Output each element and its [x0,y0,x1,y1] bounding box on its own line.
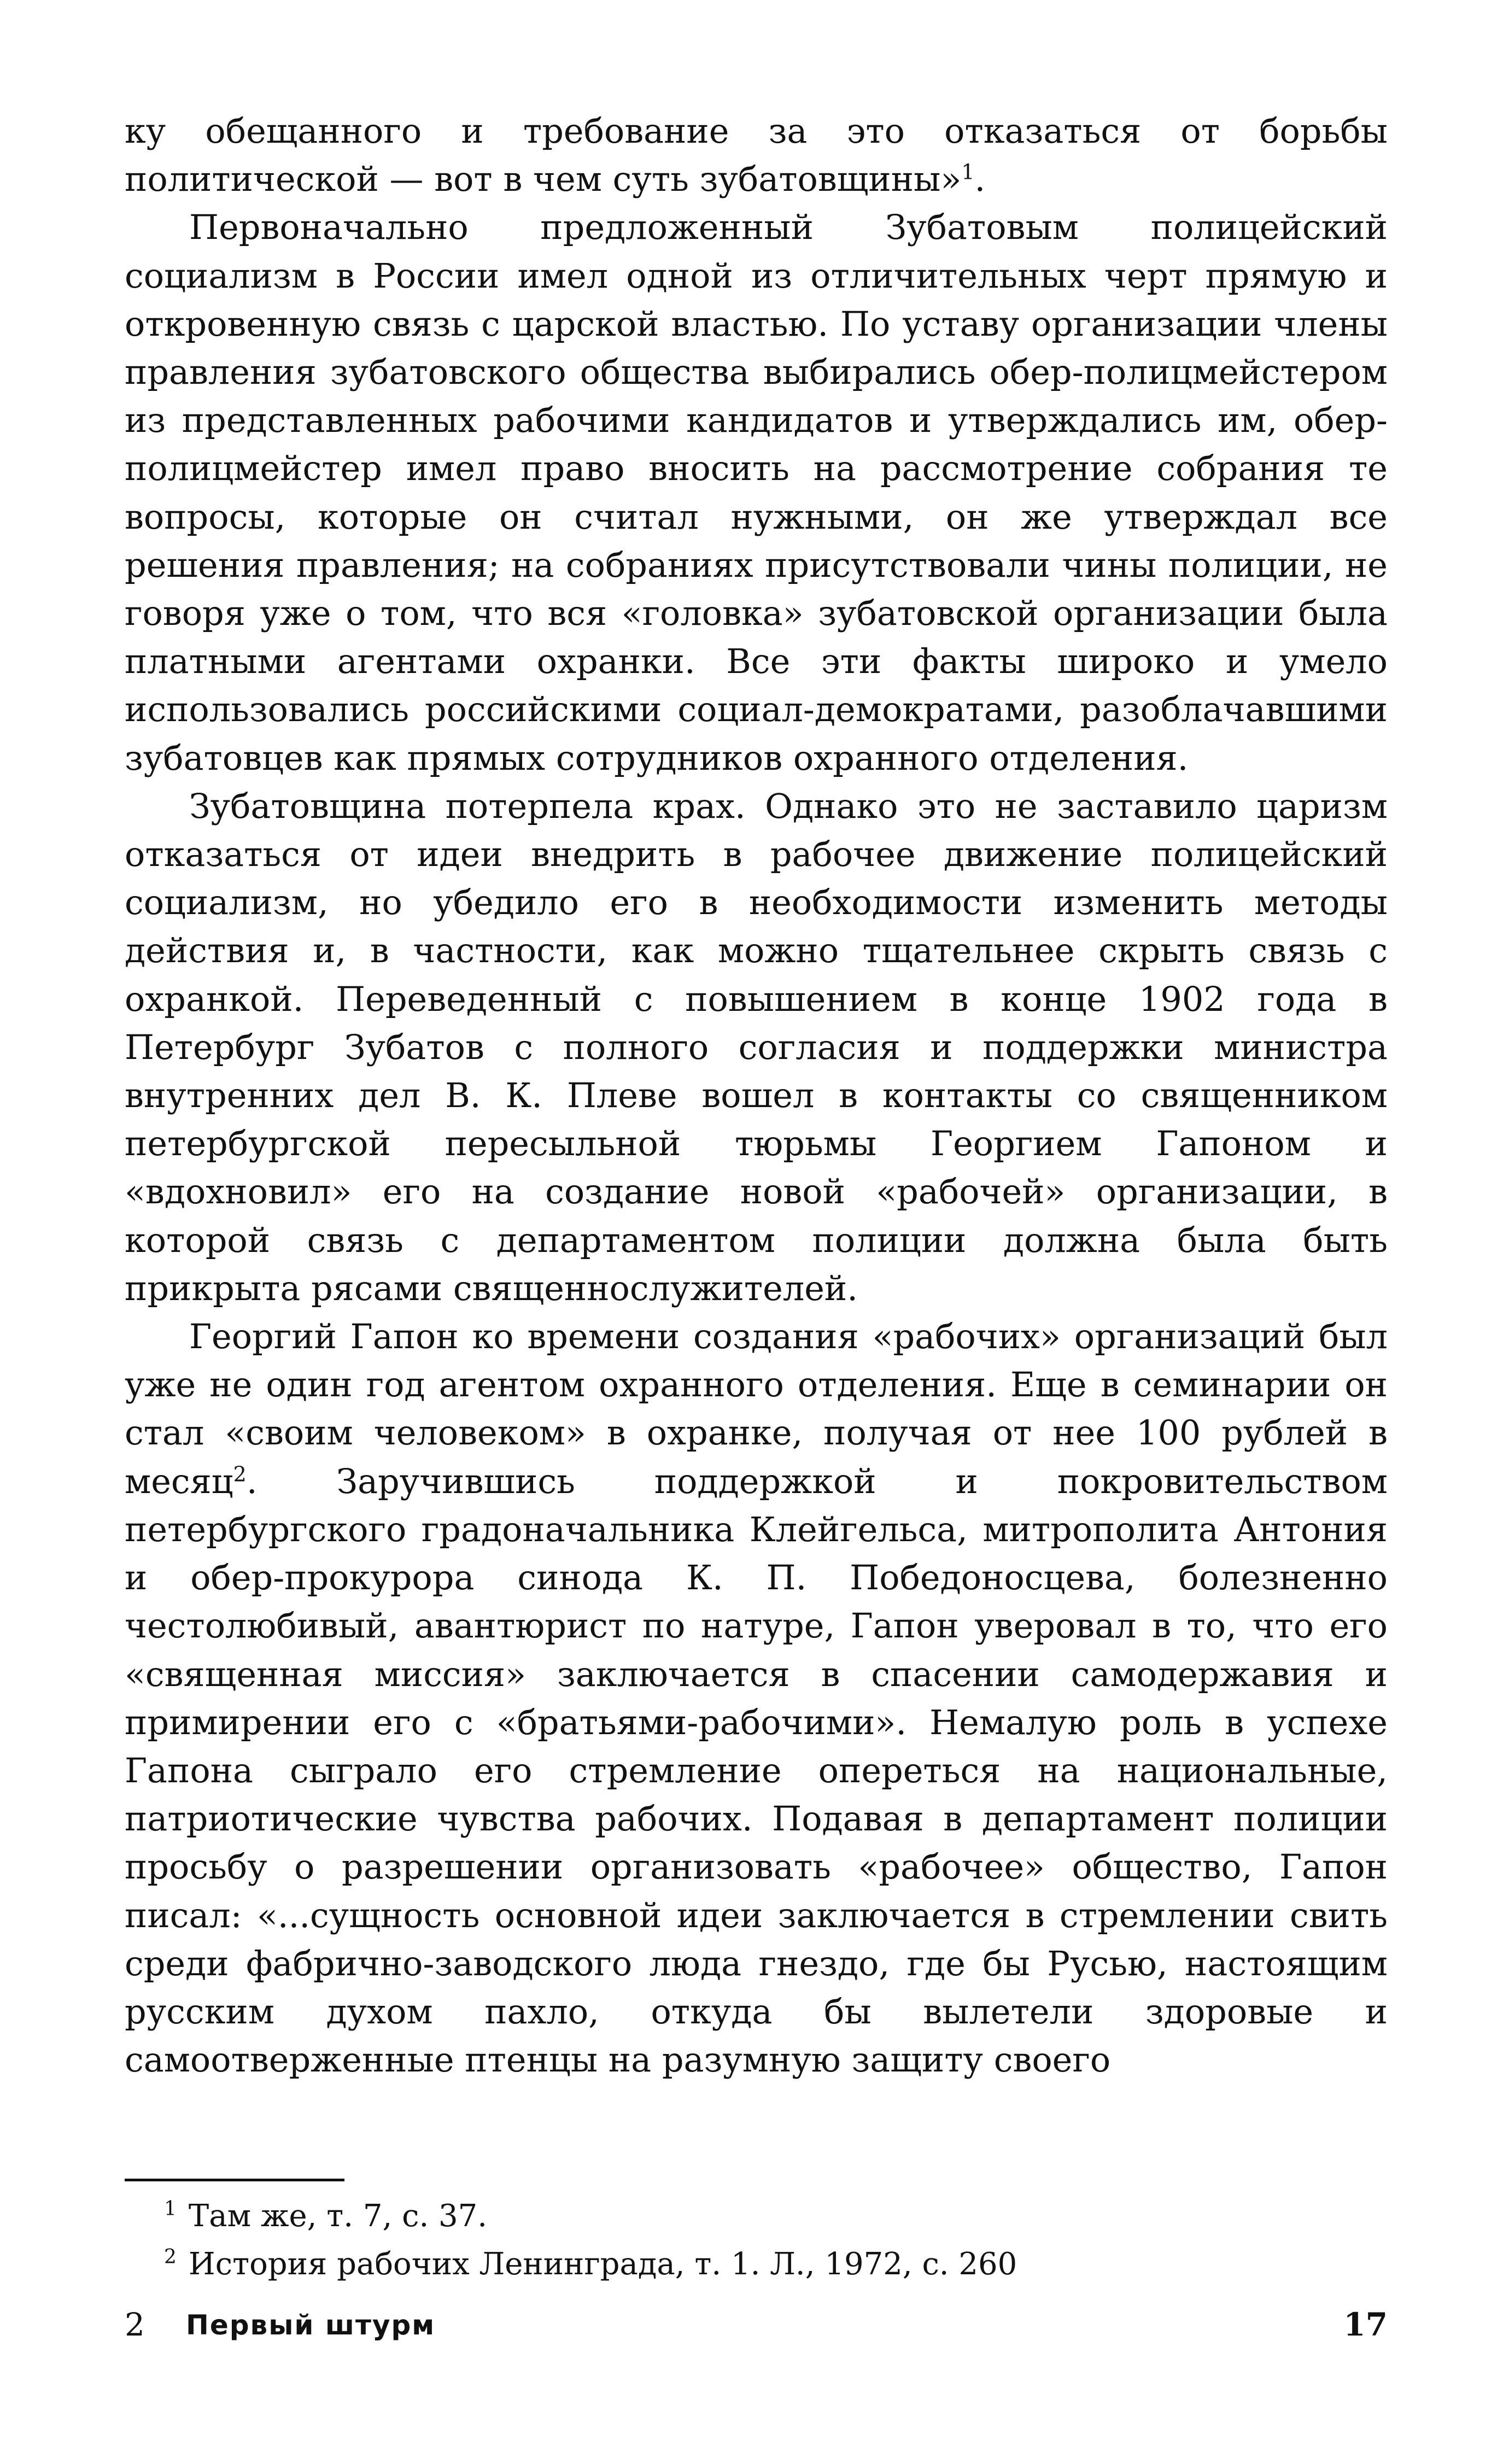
signature-title: Первый штурм [186,2309,436,2341]
paragraph-text: . Заручившись поддержкой и покровительством петербургского градоначальника Клейгельса, митрополита Антония и обер-прокурора синода К. П. Победоносцева, болезненно честолюбивый, авантюрист по натуре, Гапон уверовал в то, что его «священная миссия» заключается в спасении самодержавия и примирении его с «братьями-рабочими». Немалую роль в успехе Гапона сыграло его стремление опереться на национальные, патриотические чувства рабочих. Подавая в департамент полиции просьбу о разрешении организовать «рабочее» общество, Гапон писал: «...сущность основной идеи заключается в стремлении свить среди фабрично-заводского люда гнездо, где бы Русью, настоящим русским духом пахло, откуда бы вылетели здоровые и самоотверженные птенцы на разумную защиту своего [125,1461,1388,2080]
paragraph [125,1313,1388,2084]
paragraph-end-punctuation: . [974,159,986,200]
footnote-ref: 1 [961,160,975,184]
footnote-text: История рабочих Ленинграда, т. 1. Л., 1972, с. 260 [188,2246,1017,2282]
main-text [125,107,1388,2084]
paragraph-text: Георгий Гапон ко времени создания «рабочих» организаций был уже не один год агентом охранного отделения. Еще в семинарии он стал «своим человеком» в охранке, получая от нее 100 рублей в месяц [125,1316,1388,1501]
paragraph-text: ку обещанного и требование за это отказаться от борьбы политической — вот в чем суть зубатовщины» [125,111,1388,200]
paragraph: Первоначально предложенный Зубатовым полицейский социализм в России имел одной из отличительных черт прямую и откровенную связь с царской властью. По уставу организации члены правления зубатовского общества выбирались обер-полицмейстером из представленных рабочими кандидатов и утверждались им, обер-полицмейстер имел право вносить на рассмотрение собрания те вопросы, которые он считал нужными, он же утверждал все решения правления; на собраниях присутствовали чины полиции, не говоря уже о том, что вся «головка» зубатовской организации была платными агентами охранки. Все эти факты широко и умело использовались российскими социал-демократами, разоблачавшими зубатовцев как прямых сотрудников охранного отделения. [125,207,1388,778]
footnote [164,2192,1367,2240]
page-footer [125,2306,1388,2355]
footnote-ref: 2 [233,1462,247,1486]
footnote [164,2240,1367,2289]
footnote-marker: 2 [164,2246,177,2269]
page-number: 17 [1343,2306,1388,2343]
signature-number: 2 [125,2306,145,2343]
footnote-marker: 1 [164,2198,177,2221]
footnote-text: Там же, т. 7, с. 37. [188,2198,488,2234]
footnotes [164,2192,1367,2289]
paragraph: Зубатовщина потерпела крах. Однако это не заставило царизм отказаться от идеи внедрить в рабочее движение полицейский социализм, но убедило его в необходимости изменить методы действия и, в частности, как можно тщательнее скрыть связь с охранкой. Переведенный с повышением в конце 1902 года в Петербург Зубатов с полного согласия и поддержки министра внутренних дел В. К. Плеве вошел в контакты со священником петербургской пересыльной тюрьмы Георгием Гапоном и «вдохновил» его на создание новой «рабочей» организации, в которой связь с департаментом полиции должна была быть прикрыта рясами священнослужителей. [125,786,1388,1308]
paragraph-continuation [125,107,1388,203]
footnote-separator [125,2179,344,2181]
